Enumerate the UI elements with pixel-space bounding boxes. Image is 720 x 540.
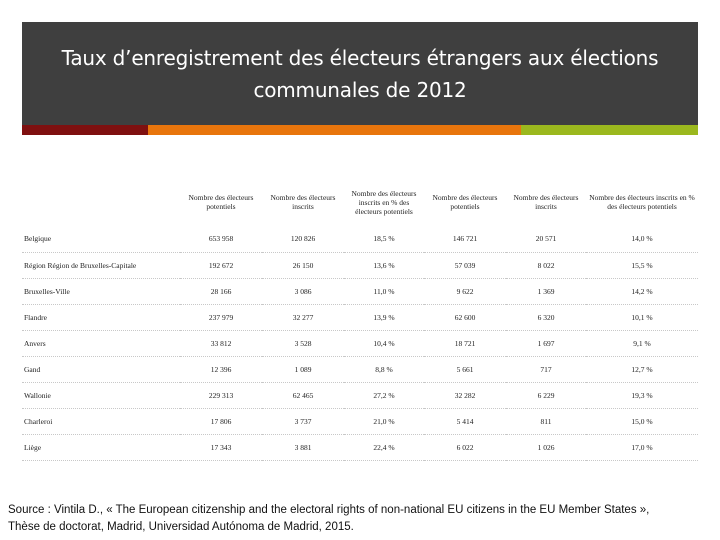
table-cell: 33 812 [180,330,262,356]
slide-title-band [22,22,698,125]
table-cell: 18,5 % [373,234,395,244]
table-cell: 5 661 [424,356,506,382]
table-cell: 14,2 % [586,278,698,304]
table-cell: 3 086 [262,278,344,304]
table-cell: 15,0 % [586,408,698,434]
table-cell: 26 150 [262,252,344,278]
table-cell: 6 022 [424,434,506,460]
table-cell: 15,5 % [586,252,698,278]
row-label: Belgique [24,234,52,244]
table-cell: 20 571 [535,234,557,244]
row-label: Anvers [22,330,180,356]
table-cell: 3 881 [262,434,344,460]
source-line-2: Thèse de doctorat, Madrid, Universidad Autónoma de Madrid, 2015. [8,521,354,533]
table-cell: 6 320 [506,304,586,330]
table-cell: 32 277 [262,304,344,330]
row-label: Gand [22,356,180,382]
table-row [22,278,698,304]
table-header-row [22,178,698,226]
table-cell: 8 022 [506,252,586,278]
column-header: Nombre des électeurs inscrits en % des électeurs potentiels [589,193,695,211]
table-row [22,356,698,382]
table-cell: 10,1 % [586,304,698,330]
table-cell: 57 039 [424,252,506,278]
table-cell: 28 166 [180,278,262,304]
table-cell: 120 826 [290,234,316,244]
column-header: Nombre des électeurs inscrits en % des électeurs potentiels [351,188,417,216]
table-cell: 62 465 [262,382,344,408]
table-cell: 811 [506,408,586,434]
column-header: Nombre des électeurs inscrits [270,193,336,211]
table-cell: 653 958 [208,234,234,244]
table-row [22,330,698,356]
table-cell: 62 600 [424,304,506,330]
column-header [22,178,180,226]
table-row [22,226,698,252]
table-cell: 1 089 [262,356,344,382]
accent-segment-orange [148,125,521,135]
table-cell: 1 369 [506,278,586,304]
row-label: Charleroi [22,408,180,434]
table-cell: 1 026 [506,434,586,460]
table-row [22,408,698,434]
table-cell: 21,0 % [344,408,424,434]
table-cell: 22,4 % [344,434,424,460]
row-label: Flandre [22,304,180,330]
row-label: Bruxelles-Ville [22,278,180,304]
table-cell: 27,2 % [344,382,424,408]
table-cell: 13,9 % [344,304,424,330]
table-cell: 9,1 % [586,330,698,356]
table-cell: 32 282 [424,382,506,408]
table-cell: 17 806 [180,408,262,434]
row-label: Région Région de Bruxelles-Capitale [22,252,180,278]
column-header: Nombre des électeurs potentiels [188,193,254,211]
table-cell: 9 622 [424,278,506,304]
data-table [22,178,698,461]
source-citation [8,502,720,536]
table-cell: 8,8 % [344,356,424,382]
row-label: Liège [22,434,180,460]
table-cell: 229 313 [180,382,262,408]
column-header: Nombre des électeurs potentiels [432,193,498,211]
table-row [22,434,698,460]
table-cell: 19,3 % [586,382,698,408]
source-line-1: Source : Vintila D., « The European citizenship and the electoral rights of non-national EU citizens in the EU Member States », [8,504,650,516]
table-cell: 5 414 [424,408,506,434]
table-cell: 3 528 [262,330,344,356]
table-cell: 17,0 % [586,434,698,460]
table-cell: 10,4 % [344,330,424,356]
column-header: Nombre des électeurs inscrits [513,193,579,211]
table-cell: 3 737 [262,408,344,434]
table-row [22,252,698,278]
table-cell: 192 672 [180,252,262,278]
table-cell: 12 396 [180,356,262,382]
table-cell: 13,6 % [344,252,424,278]
table-row [22,304,698,330]
accent-segment-red [22,125,148,135]
table-cell: 11,0 % [344,278,424,304]
table-cell: 146 721 [452,234,478,244]
table-cell: 6 229 [506,382,586,408]
table-cell: 17 343 [180,434,262,460]
table-cell: 18 721 [424,330,506,356]
accent-bar [22,125,698,135]
table-row [22,382,698,408]
table-cell: 14,0 % [631,234,653,244]
slide-title-line-1: Taux d’enregistrement des électeurs étrangers aux élections [61,45,659,70]
table-cell: 1 697 [506,330,586,356]
table-cell: 12,7 % [586,356,698,382]
table-cell: 237 979 [180,304,262,330]
table-cell: 717 [506,356,586,382]
row-label: Wallonie [22,382,180,408]
slide-title-line-2: communales de 2012 [253,77,467,102]
accent-segment-green [521,125,698,135]
